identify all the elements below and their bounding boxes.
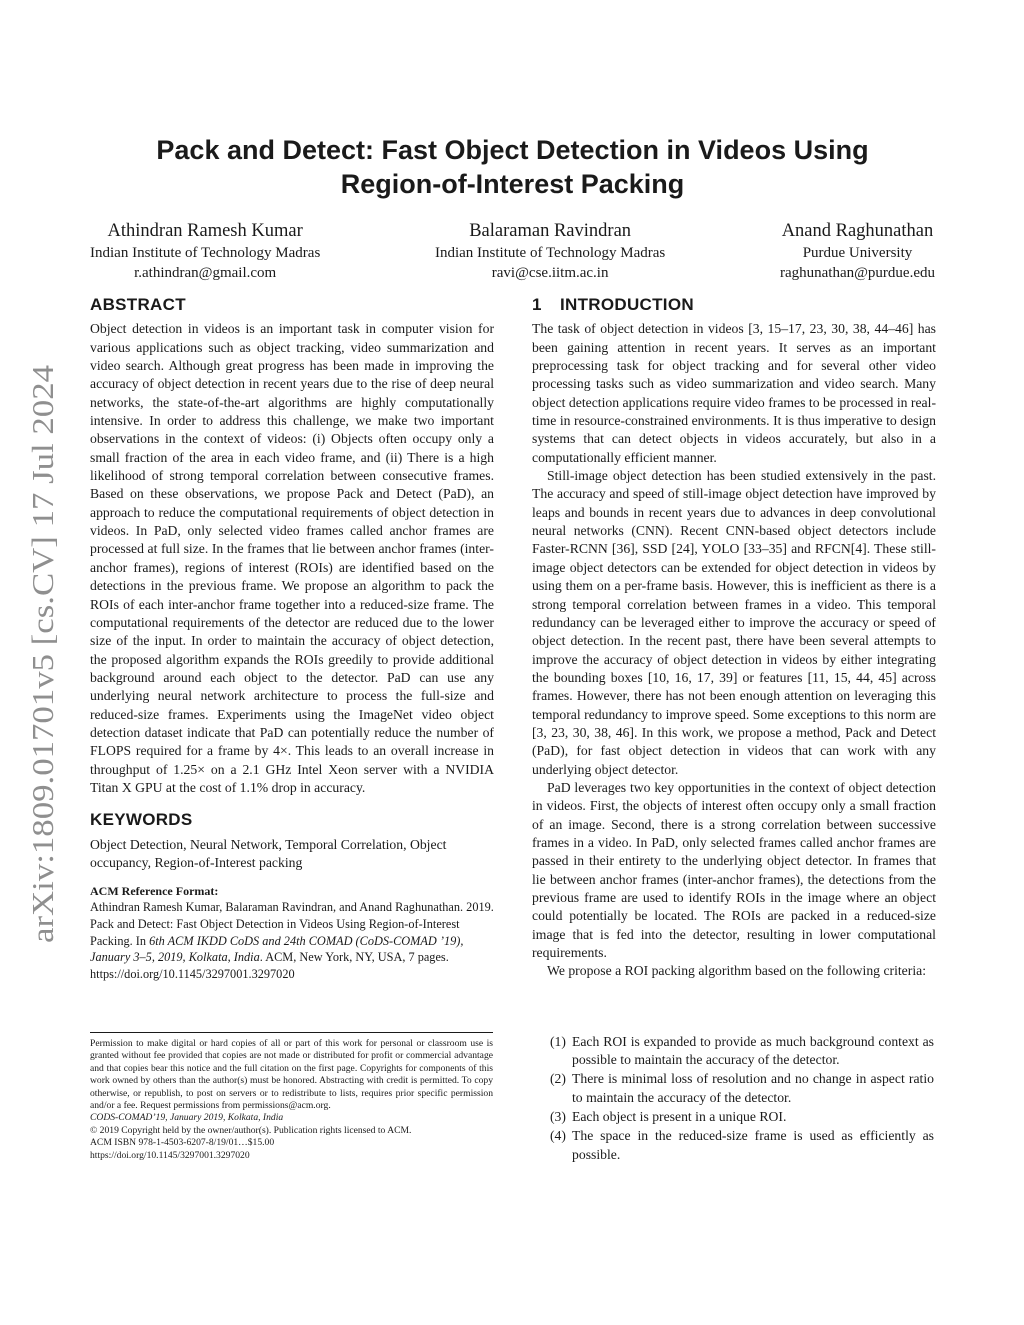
arxiv-identifier-text: arXiv:1809.01701v5 [cs.CV] 17 Jul 2024	[26, 436, 60, 943]
list-item-text: Each ROI is expanded to provide as much background context as possible to maintain the accuracy of the detector.	[572, 1033, 934, 1068]
acm-reference-citation: Athindran Ramesh Kumar, Balaraman Ravindran, and Anand Raghunathan. 2019. Pack and Detect: Fast Object Detection in Videos Using Region-of-Interest Packing. In	[90, 900, 494, 948]
paper-title-line-1: Pack and Detect: Fast Object Detection in Videos Using	[156, 135, 869, 165]
packing-criteria-list	[532, 1033, 936, 1164]
list-marker: (1)	[550, 1033, 566, 1049]
acm-reference-label: ACM Reference Format:	[90, 884, 219, 899]
abstract-heading: ABSTRACT	[90, 295, 186, 314]
list-marker: (3)	[550, 1109, 566, 1125]
permission-text: Permission to make digital or hard copies of all or part of this work for personal or classroom use is granted without fee provided that copies are not made or distributed for profit or commercial advantage and that copies bear this notice and the full citation on the first page. Copyrights for components of this work owned by others than the author(s) must be honored. Abstracting with credit is permitted. To copy otherwise, or republish, to post on servers or to redistribute to lists, requires prior specific permission and/or a fee. Request permissions from permissions@acm.org.	[90, 1038, 493, 1112]
intro-paragraph: PaD leverages two key opportunities in the context of object detection in videos. First, the objects of interest often occupy only a small fraction of an image. Second, there is a strong correlation between successive frames in a video. In PaD, only selected frames called anchor frames are passed in their entirety to the underlying object detector. In frames that lie between anchor frames (inter-anchor frames), the detections from the previous frame are used to identify ROIs in the image where an object could potentially be located. The ROIs are packed in a reduced-size image that is fed into the detector, resulting in lower computational requirements.	[532, 779, 936, 961]
keywords-heading: KEYWORDS	[90, 810, 193, 830]
acm-reference-publisher-doi: . ACM, New York, NY, USA, 7 pages. https://doi.org/10.1145/3297001.3297020	[90, 950, 449, 982]
list-marker: (4)	[550, 1128, 566, 1144]
introduction-heading	[532, 296, 936, 314]
list-item-text: The space in the reduced-size frame is used as efficiently as possible.	[572, 1128, 934, 1162]
author-email: r.athindran@gmail.com	[134, 265, 277, 281]
author-affiliation: Indian Institute of Technology Madras	[90, 245, 321, 261]
author-block	[435, 220, 665, 283]
section-title: INTRODUCTION	[560, 295, 694, 314]
right-column	[532, 296, 936, 1165]
list-item	[532, 1108, 936, 1126]
left-column	[90, 296, 494, 983]
section-number: 1	[532, 295, 542, 314]
paper-title-line-2: Region-of-Interest Packing	[340, 169, 685, 199]
keywords-section	[90, 811, 494, 872]
author-name: Athindran Ramesh Kumar	[107, 221, 303, 241]
permission-venue: CODS-COMAD’19, January 2019, Kolkata, India	[90, 1112, 284, 1124]
intro-paragraph: We propose a ROI packing algorithm based on the following criteria:	[547, 963, 926, 979]
author-email: ravi@cse.iitm.ac.in	[491, 265, 609, 281]
list-item	[532, 1127, 936, 1164]
arxiv-identifier-stamp	[20, 365, 60, 945]
author-name: Balaraman Ravindran	[469, 221, 632, 241]
abstract-text: Object detection in videos is an important task in computer vision for various applications such as object tracking, video summarization and video search. Although great progress has been made in improving the accuracy of object detection in recent years due to the rise of deep neural networks, the state-of-the-art algorithms are highly computationally intensive. In order to address this challenge, we make two important observations in the context of videos: (i) Objects often occupy only a small fraction of the area in each video frame, and (ii) There is a high likelihood of strong temporal correlation between consecutive frames. Based on these observations, we propose Pack and Detect (PaD), an approach to reduce the computational requirements of object detection in videos. In PaD, only selected video frames called anchor frames are processed at full size. In the frames that lie between anchor frames (inter-anchor frames), regions of interest (ROIs) are identified based on the detections in the previous frame. We propose an algorithm to pack the ROIs of each inter-anchor frame together into a reduced-size frame. The computational requirements of the detector are reduced due to the lower size of the input. In order to maintain the accuracy of object detection, the proposed algorithm expands the ROIs greedily to provide additional background around each object to the detector. PaD can use any underlying neural network architecture to process the full-size and reduced-size frames. Experiments using the ImageNet video object detection dataset indicate that PaD can potentially reduce the number of FLOPS required for a frame by 4×. This leads to an overall increase in throughput of 1.25× on a 2.1 GHz Intel Xeon server with a NVIDIA Titan X GPU at the cost of 1.1% drop in accuracy.	[90, 321, 494, 795]
copyright-notice: © 2019 Copyright held by the owner/author(s). Publication rights licensed to ACM.	[90, 1124, 412, 1136]
author-block	[780, 220, 935, 283]
acm-isbn: ACM ISBN 978-1-4503-6207-8/19/01…$15.00	[90, 1137, 275, 1149]
author-affiliation: Purdue University	[802, 245, 913, 261]
doi-link[interactable]: https://doi.org/10.1145/3297001.3297020	[90, 1149, 250, 1161]
paper-title	[90, 133, 935, 201]
intro-paragraph: The task of object detection in videos [3, 15–17, 23, 30, 38, 44–46] has been gaining attention in recent years. It serves as an important preprocessing task for object tracking and for several other video processing tasks such as video summarization and video search. Many object detection applications require video frames to be processed in real-time in resource-constrained environments. It is thus imperative to design systems that can detect objects in videos accurately, but also in a computationally efficient manner.	[532, 321, 936, 465]
acm-reference-venue: 6th ACM IKDD CoDS and 24th COMAD (CoDS-COMAD ’19), January 3–5, 2019, Kolkata, India	[90, 933, 464, 965]
author-name: Anand Raghunathan	[781, 221, 934, 241]
list-item-text: There is minimal loss of resolution and no change in aspect ratio to maintain the accuracy of the detector.	[572, 1071, 934, 1105]
acm-reference-text	[90, 899, 494, 983]
author-list	[90, 220, 935, 283]
list-marker: (2)	[550, 1071, 566, 1087]
author-block	[90, 220, 320, 283]
permission-footnote	[90, 1032, 493, 1162]
list-item-text: Each object is present in a unique ROI.	[572, 1109, 787, 1125]
list-item	[532, 1070, 936, 1107]
keywords-text: Object Detection, Neural Network, Temporal Correlation, Object occupancy, Region-of-Interest packing	[90, 836, 447, 870]
author-email: raghunathan@purdue.edu	[779, 265, 935, 281]
author-affiliation: Indian Institute of Technology Madras	[434, 245, 666, 261]
list-item	[532, 1033, 936, 1070]
intro-paragraph: Still-image object detection has been studied extensively in the past. The accuracy and speed of still-image object detection have improved by leaps and bounds in recent years due to advances in deep convolutional neural networks (CNN). Recent CNN-based object detectors include Faster-RCNN [36], SSD [24], YOLO [33–35] and RFCN[4]. These still-image object detectors can be extended for object detection in videos by using them on a per-frame basis. However, this is inefficient as there is a strong temporal correlation between frames in a video. This temporal redundancy can be leveraged either to improve the accuracy or speed of object detection. In the recent past, there have been several attempts to improve the accuracy of object detection in videos by either integrating the bounding boxes [10, 16, 17, 39] or features [11, 15, 44, 45] across frames. However, there has not been enough attention on leveraging this temporal redundancy to improve speed. Some exceptions to this norm are [3, 23, 30, 38, 46]. In this work, we propose a method, Pack and Detect (PaD), for fast object detection in videos that can work with any underlying object detector.	[532, 468, 936, 777]
